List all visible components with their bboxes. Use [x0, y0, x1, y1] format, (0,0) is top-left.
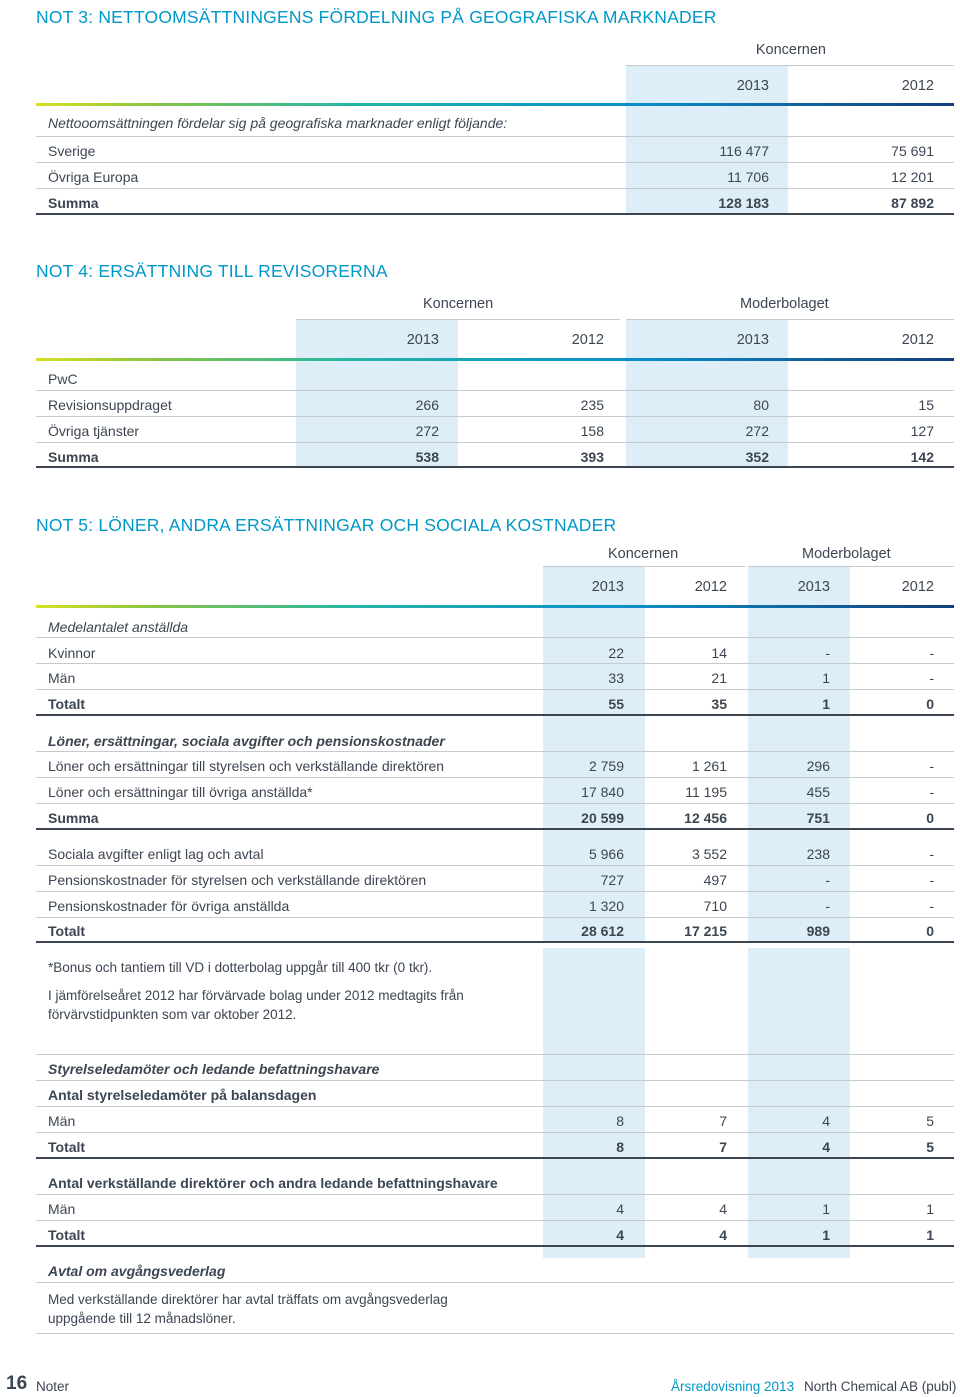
- note3-cell: 116 477: [719, 143, 769, 159]
- note5-cell: 710: [703, 898, 727, 914]
- row-divider: [36, 136, 954, 137]
- note5-cell: 2 759: [588, 758, 624, 774]
- note5-gradient-rule: [36, 605, 954, 608]
- note3-group-header: Koncernen: [755, 42, 826, 58]
- total-divider: [36, 213, 954, 215]
- note5-cell: 1: [822, 1201, 830, 1217]
- row-divider: [36, 416, 954, 417]
- note5-cell: -: [825, 645, 830, 661]
- note4-year: 2013: [406, 332, 439, 348]
- severance-text-line1: Med verkställande direktörer har avtal träffats om avgångsvederlag: [48, 1292, 448, 1307]
- row-divider: [36, 803, 954, 804]
- note5-cell: 727: [600, 872, 624, 888]
- note5-cell: -: [929, 898, 934, 914]
- row-divider: [36, 777, 954, 778]
- note5-total-cell: 0: [926, 923, 934, 939]
- note3-intro: Nettooomsättningen fördelar sig på geografiska marknader enligt följande:: [48, 115, 508, 131]
- row-divider: [36, 1282, 954, 1283]
- note3-row-label: Sverige: [48, 143, 96, 159]
- note3-title: NOT 3: NETTOOMSÄTTNINGENS FÖRDELNING PÅ GEOGRAFISKA MARKNADER: [36, 7, 717, 27]
- note4-total-cell: 352: [745, 449, 769, 465]
- row-divider: [36, 637, 954, 638]
- note5-total-cell: 0: [926, 696, 934, 712]
- note3-total-label: Summa: [48, 195, 99, 211]
- note5-section-severance: Avtal om avgångsvederlag: [48, 1263, 226, 1279]
- note5-cell: 5: [926, 1113, 934, 1129]
- note5-year: 2012: [901, 579, 934, 595]
- note5-row-label: Kvinnor: [48, 645, 96, 661]
- note5-cell: 3 552: [691, 846, 727, 862]
- note5-cell: -: [929, 645, 934, 661]
- note5-year: 2012: [694, 579, 727, 595]
- note5-row-label: Löner och ersättningar till styrelsen och verkställande direktören: [48, 758, 445, 774]
- note5-section-employees: Medelantalet anställda: [48, 619, 189, 635]
- note5-year: 2013: [591, 579, 624, 595]
- note5-total-cell: 4: [616, 1227, 624, 1243]
- note5-total-cell: 28 612: [581, 923, 624, 939]
- note5-shade-col1: [543, 567, 645, 943]
- note5-row-label: Pensionskostnader för övriga anställda: [48, 898, 290, 914]
- note5-cell: 4: [719, 1201, 727, 1217]
- note4-row-label: Övriga tjänster: [48, 423, 140, 439]
- note5-row-label: Sociala avgifter enligt lag och avtal: [48, 846, 264, 862]
- row-divider: [36, 663, 954, 664]
- note5-cell: -: [825, 898, 830, 914]
- note5-total-cell: 17 215: [684, 923, 727, 939]
- footer-company: North Chemical AB (publ): [804, 1379, 957, 1394]
- note5-cell: 238: [806, 846, 830, 862]
- note5-shade-col3-lower: [748, 948, 850, 1258]
- note5-cell: 5 966: [588, 846, 624, 862]
- note5-section-salaries: Löner, ersättningar, sociala avgifter och pensionskostnader: [48, 733, 445, 749]
- row-divider: [36, 1080, 954, 1081]
- note5-total-cell: 751: [806, 810, 830, 826]
- note5-cell: 22: [608, 645, 624, 661]
- row-divider: [36, 1220, 954, 1221]
- note5-row-label: Män: [48, 1201, 76, 1217]
- footer-report: Årsredovisning 2013: [671, 1379, 795, 1394]
- note4-year: 2013: [736, 332, 769, 348]
- note4-total-cell: 393: [580, 449, 604, 465]
- total-divider: [36, 941, 954, 943]
- row-divider: [36, 917, 954, 918]
- note5-year: 2013: [797, 579, 830, 595]
- note3-row-label: Övriga Europa: [48, 169, 139, 185]
- note3-cell: 12 201: [891, 169, 934, 185]
- note5-sub-board: Antal styrelseledamöter på balansdagen: [48, 1087, 317, 1103]
- note5-cell: 1 320: [588, 898, 624, 914]
- note5-total-cell: 7: [719, 1139, 727, 1155]
- note4-cell: 80: [753, 397, 769, 413]
- note4-row-label: Revisionsuppdraget: [48, 397, 172, 413]
- note3-year-2012: 2012: [901, 78, 934, 94]
- note5-total-label: Totalt: [48, 696, 86, 712]
- note5-title: NOT 5: LÖNER, ANDRA ERSÄTTNINGAR OCH SOCIALA KOSTNADER: [36, 515, 617, 535]
- row-divider: [36, 442, 954, 443]
- note5-cell: -: [929, 670, 934, 686]
- note3-cell: 11 706: [727, 169, 769, 185]
- note4-group-moderbolaget: Moderbolaget: [740, 296, 829, 312]
- note5-cell: 455: [806, 784, 830, 800]
- note4-year: 2012: [901, 332, 934, 348]
- note4-cell: 158: [580, 423, 604, 439]
- row-divider: [36, 390, 954, 391]
- note5-total-label: Summa: [48, 810, 99, 826]
- note5-total-cell: 989: [806, 923, 830, 939]
- note5-cell: -: [929, 784, 934, 800]
- row-divider: [36, 1194, 954, 1195]
- footer-section: Noter: [36, 1379, 70, 1394]
- note5-total-cell: 1: [822, 1227, 830, 1243]
- note3-gradient-rule: [36, 103, 954, 106]
- note5-cell: 4: [616, 1201, 624, 1217]
- note3-total-cell: 128 183: [718, 195, 769, 211]
- note4-cell: 266: [415, 397, 439, 413]
- note5-cell: -: [825, 872, 830, 888]
- group-divider: [748, 566, 954, 567]
- note5-cell: 33: [608, 670, 624, 686]
- note4-cell: 272: [415, 423, 439, 439]
- note5-total-cell: 55: [608, 696, 624, 712]
- note5-cell: -: [929, 872, 934, 888]
- note5-cell: -: [929, 758, 934, 774]
- note5-cell: -: [929, 846, 934, 862]
- note5-total-cell: 4: [719, 1227, 727, 1243]
- note3-group-divider: [626, 65, 954, 66]
- note5-cell: 21: [711, 670, 727, 686]
- note5-total-cell: 12 456: [684, 810, 727, 826]
- note5-cell: 1: [926, 1201, 934, 1217]
- note3-total-cell: 87 892: [891, 195, 934, 211]
- note5-total-cell: 35: [711, 696, 727, 712]
- row-divider: [36, 751, 954, 752]
- group-divider: [296, 319, 620, 320]
- note4-cell: 15: [918, 397, 934, 413]
- total-divider: [36, 466, 954, 468]
- group-divider: [626, 319, 954, 320]
- note5-row-label: Män: [48, 1113, 76, 1129]
- page-number: 16: [6, 1373, 28, 1394]
- note5-row-label: Män: [48, 670, 76, 686]
- group-divider: [543, 566, 745, 567]
- note3-year-2013: 2013: [736, 78, 769, 94]
- note5-total-label: Totalt: [48, 1227, 86, 1243]
- row-divider: [36, 1132, 954, 1133]
- note4-total-label: Summa: [48, 449, 99, 465]
- note5-sub-exec: Antal verkställande direktörer och andra ledande befattningshavare: [48, 1175, 498, 1191]
- note5-cell: 296: [806, 758, 830, 774]
- note5-group-koncernen: Koncernen: [608, 546, 679, 562]
- note5-total-cell: 1: [926, 1227, 934, 1243]
- row-divider: [36, 865, 954, 866]
- note5-cell: 14: [711, 645, 727, 661]
- row-divider: [36, 891, 954, 892]
- note5-total-cell: 0: [926, 810, 934, 826]
- note4-group-koncernen: Koncernen: [423, 296, 494, 312]
- note5-total-cell: 1: [822, 696, 830, 712]
- note5-cell: 1: [822, 670, 830, 686]
- note5-total-label: Totalt: [48, 923, 86, 939]
- row-divider: [36, 1106, 954, 1107]
- note5-row-label: Pensionskostnader för styrelsen och verkställande direktören: [48, 872, 427, 888]
- severance-text-line2: uppgående till 12 månadslöner.: [48, 1311, 236, 1326]
- total-divider: [36, 1157, 954, 1159]
- footnote-comparison-line2: förvärvstidpunkten som var oktober 2012.: [48, 1007, 297, 1022]
- footnote-comparison-line1: I jämförelseåret 2012 har förvärvade bolag under 2012 medtagits från: [48, 988, 464, 1003]
- row-divider: [36, 1333, 954, 1334]
- note5-cell: 11 195: [685, 784, 727, 800]
- note5-total-cell: 5: [926, 1139, 934, 1155]
- total-divider: [36, 1245, 954, 1247]
- note5-total-label: Totalt: [48, 1139, 86, 1155]
- note4-total-cell: 142: [910, 449, 934, 465]
- note4-cell: 272: [745, 423, 769, 439]
- note4-year: 2012: [571, 332, 604, 348]
- note5-cell: 17 840: [581, 784, 624, 800]
- note4-cell: 235: [580, 397, 604, 413]
- row-divider: [36, 689, 954, 690]
- note5-group-moderbolaget: Moderbolaget: [802, 546, 891, 562]
- total-divider: [36, 714, 954, 716]
- note5-cell: 4: [822, 1113, 830, 1129]
- note3-cell: 75 691: [891, 143, 934, 159]
- note4-cell: 127: [910, 423, 934, 439]
- note5-cell: 497: [703, 872, 727, 888]
- note4-title: NOT 4: ERSÄTTNING TILL REVISORERNA: [36, 261, 388, 281]
- note5-cell: 7: [719, 1113, 727, 1129]
- total-divider: [36, 828, 954, 830]
- note5-total-cell: 8: [616, 1139, 624, 1155]
- row-divider: [36, 162, 954, 163]
- note5-shade-col1-lower: [543, 948, 645, 1258]
- row-divider: [36, 188, 954, 189]
- note5-cell: 1 261: [691, 758, 727, 774]
- note4-gradient-rule: [36, 358, 954, 361]
- note4-section-label: PwC: [48, 371, 78, 387]
- note5-section-board: Styrelseledamöter och ledande befattningshavare: [48, 1061, 380, 1077]
- note5-cell: 8: [616, 1113, 624, 1129]
- footnote-bonus: *Bonus och tantiem till VD i dotterbolag uppgår till 400 tkr (0 tkr).: [48, 960, 433, 975]
- note5-total-cell: 4: [822, 1139, 830, 1155]
- note5-shade-col3: [748, 567, 850, 943]
- note5-total-cell: 20 599: [581, 810, 624, 826]
- note4-total-cell: 538: [415, 449, 439, 465]
- row-divider: [36, 1054, 954, 1055]
- note5-row-label: Löner och ersättningar till övriga anställda*: [48, 784, 313, 800]
